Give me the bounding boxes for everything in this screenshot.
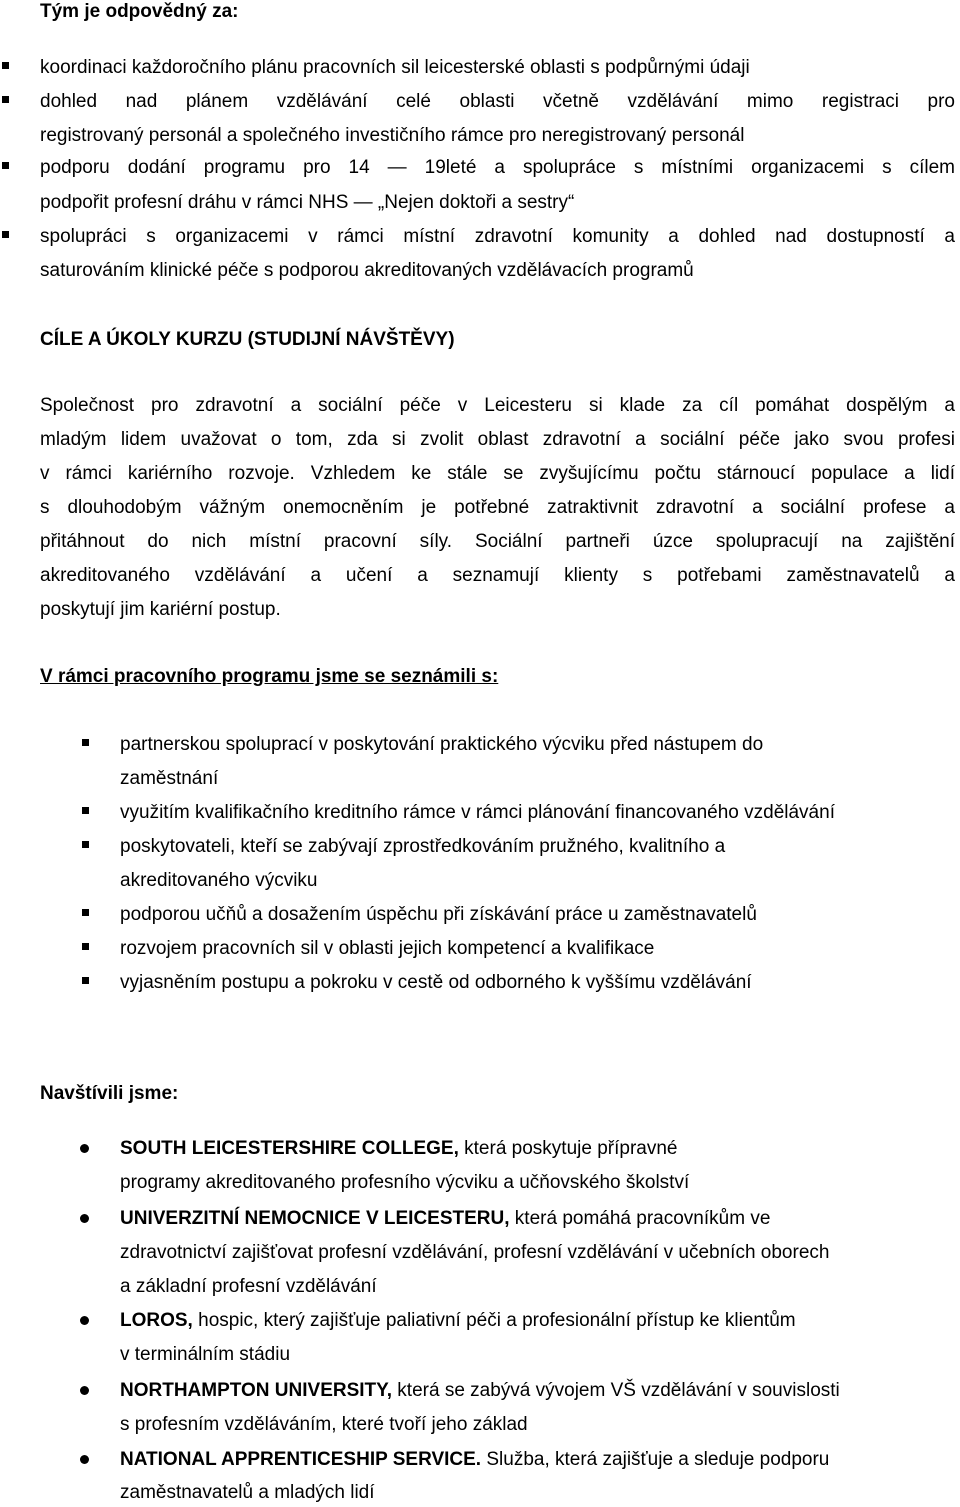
visited-item-continuation: s profesním vzděláváním, které tvoří jeho základ xyxy=(120,1414,528,1435)
responsible-line: podporu dodání programu pro 14 — 19leté a spolupráce s místními organizacemi s cílem xyxy=(40,157,955,178)
bullet-square-icon xyxy=(82,977,89,984)
bullet-dot-icon xyxy=(80,1144,89,1153)
goals-paragraph-line: mladým lidem uvažovat o tom, zda si zvolit oblast zdravotní a sociální péče jako svou profesi xyxy=(40,429,955,450)
bullet-square-icon xyxy=(2,162,9,169)
bullet-square-icon xyxy=(82,841,89,848)
responsible-heading: Tým je odpovědný za: xyxy=(40,1,239,22)
visited-item xyxy=(120,1137,678,1161)
goals-paragraph-line: v rámci kariérního rozvoje. Vzhledem ke stále se zvyšujícímu počtu stárnoucí populace a lidí xyxy=(40,463,955,484)
visited-item xyxy=(120,1309,796,1333)
program-item: využitím kvalifikačního kreditního rámce v rámci plánování financovaného vzdělávání xyxy=(120,802,835,823)
bullet-dot-icon xyxy=(80,1316,89,1325)
program-heading: V rámci pracovního programu jsme se seznámili s: xyxy=(40,666,499,687)
bullet-square-icon xyxy=(82,807,89,814)
visited-heading: Navštívili jsme: xyxy=(40,1083,179,1104)
institution-description: která pomáhá pracovníkům ve xyxy=(509,1208,771,1229)
goals-heading: CÍLE A ÚKOLY KURZU (STUDIJNÍ NÁVŠTĚVY) xyxy=(40,329,455,350)
institution-description: hospic, který zajišťuje paliativní péči a profesionální přístup ke klientům xyxy=(192,1310,796,1331)
institution-description: která poskytuje přípravné xyxy=(458,1138,678,1159)
program-item: rozvojem pracovních sil v oblasti jejich kompetencí a kvalifikace xyxy=(120,938,655,959)
institution-name: SOUTH LEICESTERSHIRE COLLEGE, xyxy=(120,1138,459,1159)
institution-description: Služba, která zajišťuje a sleduje podporu xyxy=(481,1449,830,1470)
goals-paragraph-line: poskytují jim kariérní postup. xyxy=(40,599,281,620)
program-item: partnerskou spoluprací v poskytování praktického výcviku před nástupem do xyxy=(120,734,764,755)
visited-item-continuation: a základní profesní vzdělávání xyxy=(120,1276,377,1297)
institution-name: NATIONAL APPRENTICESHIP SERVICE. xyxy=(120,1449,482,1470)
program-item: podporou učňů a dosažením úspěchu při získávání práce u zaměstnavatelů xyxy=(120,904,757,925)
bullet-dot-icon xyxy=(80,1386,89,1395)
institution-description: která se zabývá vývojem VŠ vzdělávání v souvislosti xyxy=(392,1380,840,1401)
visited-item-continuation: programy akreditovaného profesního výcviku a učňovského školství xyxy=(120,1172,690,1193)
visited-item xyxy=(120,1207,770,1231)
bullet-square-icon xyxy=(82,909,89,916)
bullet-dot-icon xyxy=(80,1214,89,1223)
institution-name: LOROS, xyxy=(120,1310,193,1331)
visited-item-continuation: zaměstnavatelů a mladých lidí xyxy=(120,1482,375,1503)
visited-item xyxy=(120,1379,840,1403)
goals-paragraph-line: Společnost pro zdravotní a sociální péče v Leicesteru si klade za cíl pomáhat dospělým a xyxy=(40,395,955,416)
goals-paragraph-line: přitáhnout do nich místní pracovní síly. Sociální partneři úzce spolupracují na zajištění xyxy=(40,531,955,552)
responsible-line: koordinaci každoročního plánu pracovních sil leicesterské oblasti s podpůrnými údaji xyxy=(40,57,750,78)
program-item: vyjasněním postupu a pokroku v cestě od odborného k vyššímu vzdělávání xyxy=(120,972,752,993)
visited-item-continuation: v terminálním stádiu xyxy=(120,1344,291,1365)
responsible-line: spolupráci s organizacemi v rámci místní zdravotní komunity a dohled nad dostupností a xyxy=(40,226,955,247)
institution-name: UNIVERZITNÍ NEMOCNICE V LEICESTERU, xyxy=(120,1208,510,1229)
responsible-line: podpořit profesní dráhu v rámci NHS — „Nejen doktoři a sestry“ xyxy=(40,192,575,213)
bullet-square-icon xyxy=(82,739,89,746)
program-item: akreditovaného výcviku xyxy=(120,870,318,891)
bullet-square-icon xyxy=(2,231,9,238)
visited-item-continuation: zdravotnictví zajišťovat profesní vzdělávání, profesní vzdělávání v učebních oborech xyxy=(120,1242,830,1263)
responsible-line: dohled nad plánem vzdělávání celé oblasti včetně vzdělávání mimo registraci pro xyxy=(40,91,955,112)
bullet-square-icon xyxy=(82,943,89,950)
bullet-square-icon xyxy=(2,62,9,69)
bullet-dot-icon xyxy=(80,1455,89,1464)
bullet-square-icon xyxy=(2,96,9,103)
visited-item xyxy=(120,1448,829,1472)
program-item: poskytovateli, kteří se zabývají zprostředkováním pružného, kvalitního a xyxy=(120,836,726,857)
goals-paragraph-line: akreditovaného vzdělávání a učení a seznamují klienty s potřebami zaměstnavatelů a xyxy=(40,565,955,586)
institution-name: NORTHAMPTON UNIVERSITY, xyxy=(120,1380,393,1401)
responsible-line: saturováním klinické péče s podporou akreditovaných vzdělávacích programů xyxy=(40,260,694,281)
responsible-line: registrovaný personál a společného investičního rámce pro neregistrovaný personál xyxy=(40,125,745,146)
program-item: zaměstnání xyxy=(120,768,219,789)
goals-paragraph-line: s dlouhodobým vážným onemocněním je potřebné zatraktivnit zdravotní a sociální profese a xyxy=(40,497,955,518)
